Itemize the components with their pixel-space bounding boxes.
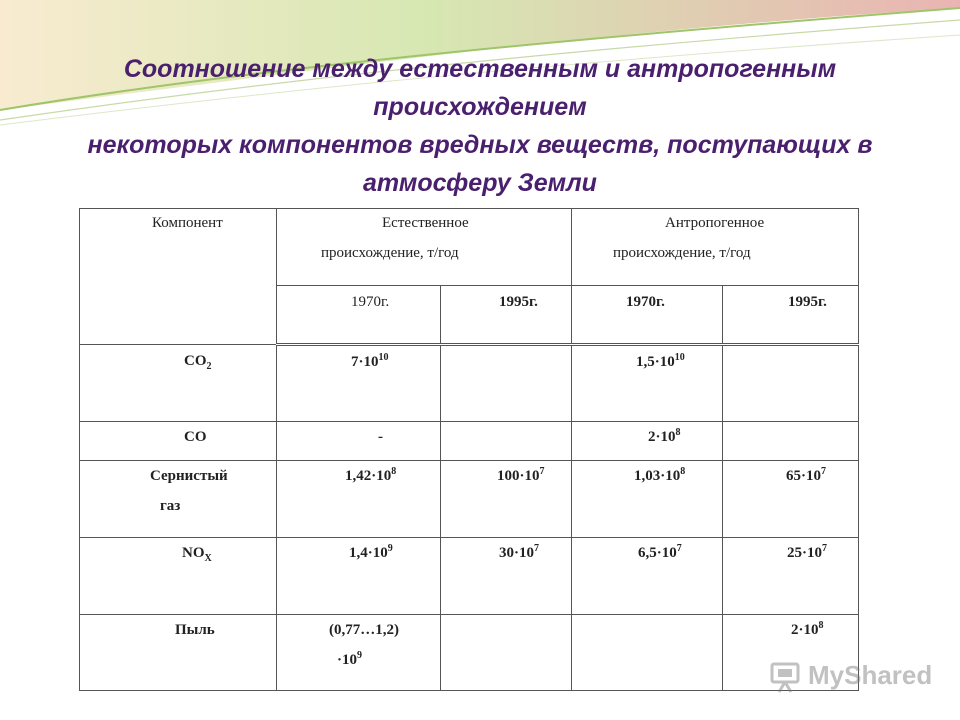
dust-natural-1970-line1: (0,77…1,2) — [329, 622, 399, 638]
header-anthro-cell — [572, 209, 859, 286]
header-natural-line1: Естественное — [382, 215, 469, 231]
year-cell — [277, 286, 441, 345]
table-cell — [723, 538, 859, 615]
title-line-4: атмосферу Земли — [363, 169, 597, 197]
row-label-so2-line2: газ — [160, 498, 181, 514]
title-line-2: происхождением — [373, 93, 587, 121]
so2-anthro-1995: $65\cdot 10^7$ — [786, 466, 827, 484]
table-cell — [572, 538, 723, 615]
table-row — [80, 538, 859, 615]
watermark-text: MyShared — [808, 660, 933, 690]
table-cell — [277, 615, 441, 691]
row-label-cell — [80, 615, 277, 691]
co2-natural-1970: $7\cdot 10^{10}$ — [351, 352, 389, 370]
row-label-dust: Пыль — [175, 622, 215, 638]
year-cell — [441, 286, 572, 345]
co-anthro-1970: $2\cdot 10^8$ — [648, 427, 681, 445]
row-label-cell — [80, 538, 277, 615]
so2-natural-1970: $1,42\cdot 10^8$ — [345, 466, 397, 484]
year-natural-1970: 1970г. — [351, 294, 390, 310]
header-component: Компонент — [152, 215, 223, 231]
watermark-logo — [768, 656, 938, 696]
table-cell — [723, 461, 859, 538]
table-cell — [277, 345, 441, 422]
dust-natural-1970-line2: $\cdot 10^9$ — [337, 650, 363, 668]
row-label-co2: $CO_2$ — [184, 353, 212, 372]
header-natural-cell — [277, 209, 572, 286]
co2-anthro-1970: $1,5\cdot 10^{10}$ — [636, 352, 685, 370]
title-line-3: некоторых компонентов вредных веществ, поступающих в — [87, 131, 873, 159]
header-natural-line2: происхождение, т/год — [321, 245, 459, 261]
row-label-so2-line1: Сернистый — [150, 468, 228, 484]
header-anthro-line1: Антропогенное — [665, 215, 765, 231]
table-cell — [723, 345, 859, 422]
presentation-board-icon — [768, 658, 804, 694]
table-cell — [441, 345, 572, 422]
table-cell — [277, 422, 441, 461]
table-cell — [572, 345, 723, 422]
year-cell — [572, 286, 723, 345]
row-label-cell — [80, 422, 277, 461]
table-cell — [572, 615, 723, 691]
table-cell — [572, 461, 723, 538]
header-anthro-line2: происхождение, т/год — [613, 245, 751, 261]
nox-natural-1970: $1,4\cdot 10^9$ — [349, 543, 393, 561]
so2-natural-1995: $100\cdot 10^7$ — [497, 466, 545, 484]
nox-natural-1995: $30\cdot 10^7$ — [499, 543, 540, 561]
emissions-table — [79, 208, 859, 691]
nox-anthro-1995: $25\cdot 10^7$ — [787, 543, 828, 561]
so2-anthro-1970: $1,03\cdot 10^8$ — [634, 466, 686, 484]
dust-anthro-1995: $2\cdot 10^8$ — [791, 620, 824, 638]
table-cell — [441, 538, 572, 615]
row-label-co: CO — [184, 429, 207, 445]
table-cell — [277, 461, 441, 538]
slide-title — [40, 50, 920, 202]
table-cell — [441, 422, 572, 461]
row-label-cell — [80, 345, 277, 422]
row-label-nox: $NO_X$ — [182, 545, 212, 564]
table-row — [80, 461, 859, 538]
table-row — [80, 345, 859, 422]
title-line-1: Соотношение между естественным и антропогенным — [123, 55, 837, 83]
table-row — [80, 422, 859, 461]
table-cell — [441, 615, 572, 691]
year-cell — [723, 286, 859, 345]
year-anthro-1995: 1995г. — [788, 294, 827, 310]
table-cell — [441, 461, 572, 538]
table-row — [80, 615, 859, 691]
table-header-row — [80, 209, 859, 286]
year-anthro-1970: 1970г. — [626, 294, 665, 310]
year-natural-1995: 1995г. — [499, 294, 538, 310]
table-cell — [572, 422, 723, 461]
header-component-cell — [80, 209, 277, 345]
row-label-cell — [80, 461, 277, 538]
table-cell — [723, 422, 859, 461]
nox-anthro-1970: $6,5\cdot 10^7$ — [638, 543, 682, 561]
co-natural-1970: - — [378, 429, 383, 445]
table-cell — [277, 538, 441, 615]
